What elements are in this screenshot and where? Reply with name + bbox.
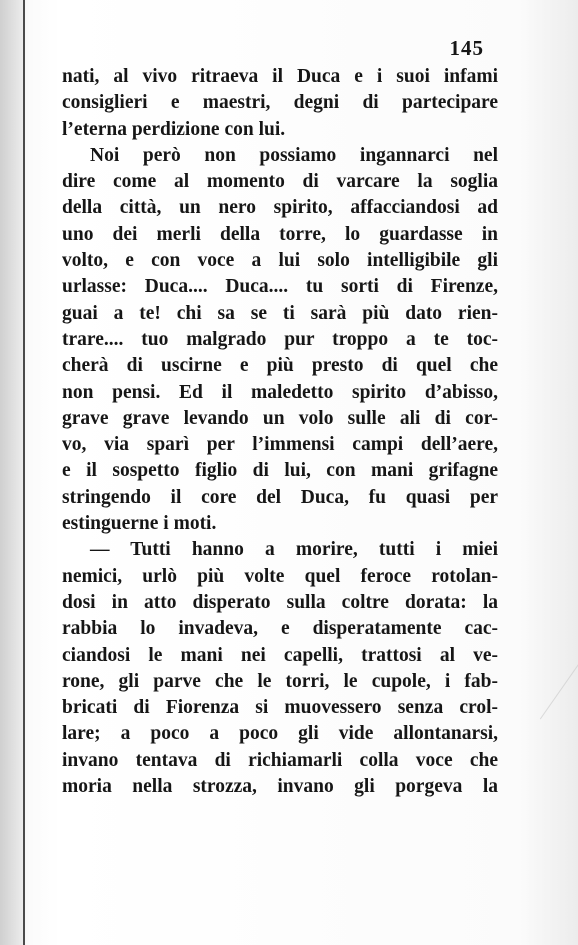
text-line: grave grave levando un volo sulle ali di cor- bbox=[62, 407, 498, 429]
text-line: nemici, urlò più volte quel feroce rotolan- bbox=[62, 565, 498, 587]
text-line: guai a te! chi sa se ti sarà più dato rien- bbox=[62, 302, 498, 324]
page-number: 145 bbox=[449, 36, 484, 60]
text-line: lare; a poco a poco gli vide allontanarsi, bbox=[62, 723, 498, 745]
text-line: e il sospetto figlio di lui, con mani grifagne bbox=[62, 460, 498, 482]
text-line: stringendo il core del Duca, fu quasi per bbox=[62, 486, 498, 508]
text-line: non pensi. Ed il maledetto spirito d’abisso, bbox=[62, 381, 498, 403]
page-spine-edge bbox=[23, 0, 25, 945]
text-line: rone, gli parve che le torri, le cupole, i fab- bbox=[62, 670, 498, 692]
paragraph bbox=[62, 537, 498, 800]
text-line: cherà di uscirne e più presto di quel che bbox=[62, 355, 498, 377]
text-line: — Tutti hanno a morire, tutti i miei bbox=[90, 539, 498, 561]
text-line: moria nella strozza, invano gli porgeva la bbox=[62, 776, 498, 798]
text-line: consiglieri e maestri, degni di partecipare bbox=[62, 92, 498, 114]
text-line: bricati di Fiorenza si muovessero senza crol- bbox=[62, 697, 498, 719]
text-line: della città, un nero spirito, affacciandosi ad bbox=[62, 197, 498, 219]
text-line: dire come al momento di varcare la soglia bbox=[62, 171, 498, 193]
text-line: trare.... tuo malgrado pur troppo a te toc- bbox=[62, 328, 498, 350]
text-line: dosi in atto disperato sulla coltre dorata: la bbox=[62, 591, 498, 613]
text-line: uno dei merli della torre, lo guardasse in bbox=[62, 223, 498, 245]
text-line: urlasse: Duca.... Duca.... tu sorti di Firenze, bbox=[62, 276, 498, 298]
text-line: nati, al vivo ritraeva il Duca e i suoi infami bbox=[62, 66, 498, 87]
body-text bbox=[62, 64, 498, 800]
text-line: volto, e con voce a lui solo intelligibile gli bbox=[62, 250, 498, 272]
paragraph bbox=[62, 64, 498, 143]
page-spine-shadow bbox=[0, 0, 23, 945]
text-line: estinguerne i moti. bbox=[62, 513, 217, 535]
text-line: invano tentava di richiamarli colla voce che bbox=[62, 749, 498, 771]
text-line: rabbia lo invadeva, e disperatamente cac- bbox=[62, 618, 498, 640]
paragraph bbox=[62, 143, 498, 537]
paper-crease bbox=[491, 611, 578, 720]
text-line: l’eterna perdizione con lui. bbox=[62, 118, 286, 140]
text-line: ciandosi le mani nei capelli, trattosi al ve- bbox=[62, 644, 498, 666]
text-line: vo, via sparì per l’immensi campi dell’aere, bbox=[62, 434, 498, 456]
text-line: Noi però non possiamo ingannarci nel bbox=[90, 144, 498, 166]
